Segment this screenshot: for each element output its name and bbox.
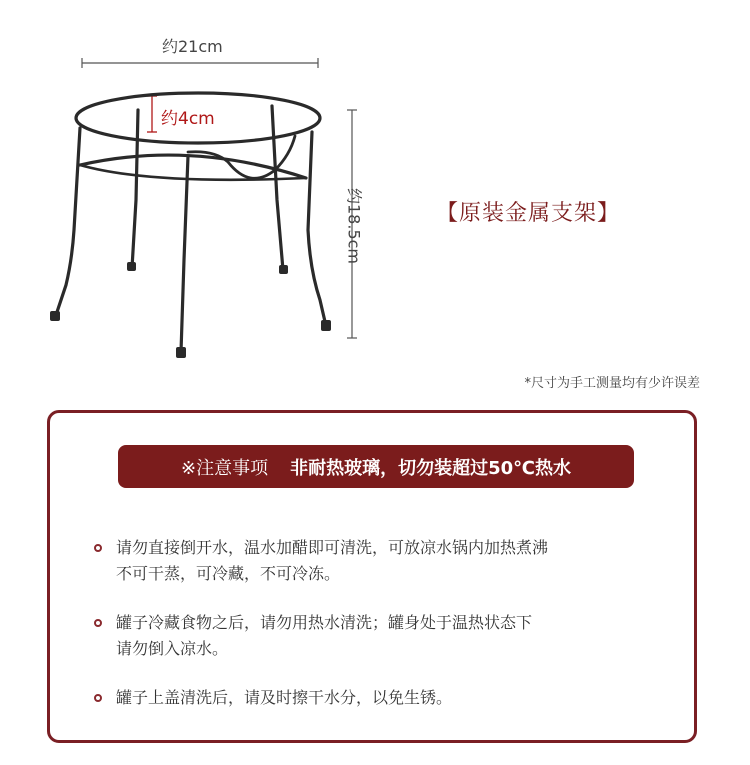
width-dimension-line xyxy=(82,58,318,68)
notice-banner-prefix: ※注意事项 xyxy=(181,457,269,479)
product-title: 【原装金属支架】 xyxy=(436,201,621,226)
height-label: 约18.5cm xyxy=(344,187,364,265)
notice-item-2-line1: 罐子冷藏食物之后，请勿用热水清洗；罐身处于温热状态下 xyxy=(116,613,533,632)
bullet-icon xyxy=(94,619,102,627)
width-label: 约21cm xyxy=(162,37,223,56)
bullet-icon xyxy=(94,544,102,552)
stand-frame xyxy=(55,93,326,352)
depth-dimension-line xyxy=(147,96,157,132)
notice-banner-warning: 非耐热玻璃，切勿装超过50℃热水 xyxy=(290,457,571,479)
stand-feet xyxy=(50,262,331,358)
measurement-disclaimer: *尺寸为手工测量均有少许误差 xyxy=(524,376,700,391)
notice-item-1-line2: 不可干蒸，可冷藏，不可冷冻。 xyxy=(116,564,341,583)
notice-item-1-line1: 请勿直接倒开水，温水加醋即可清洗，可放凉水锅内加热煮沸 xyxy=(116,538,549,557)
bullet-icon xyxy=(94,694,102,702)
notice-item-2-line2: 请勿倒入凉水。 xyxy=(116,639,229,658)
notice-item-3-line1: 罐子上盖清洗后，请及时擦干水分，以免生锈。 xyxy=(116,688,453,707)
notice-banner xyxy=(118,445,634,488)
depth-label: 约4cm xyxy=(161,109,215,129)
